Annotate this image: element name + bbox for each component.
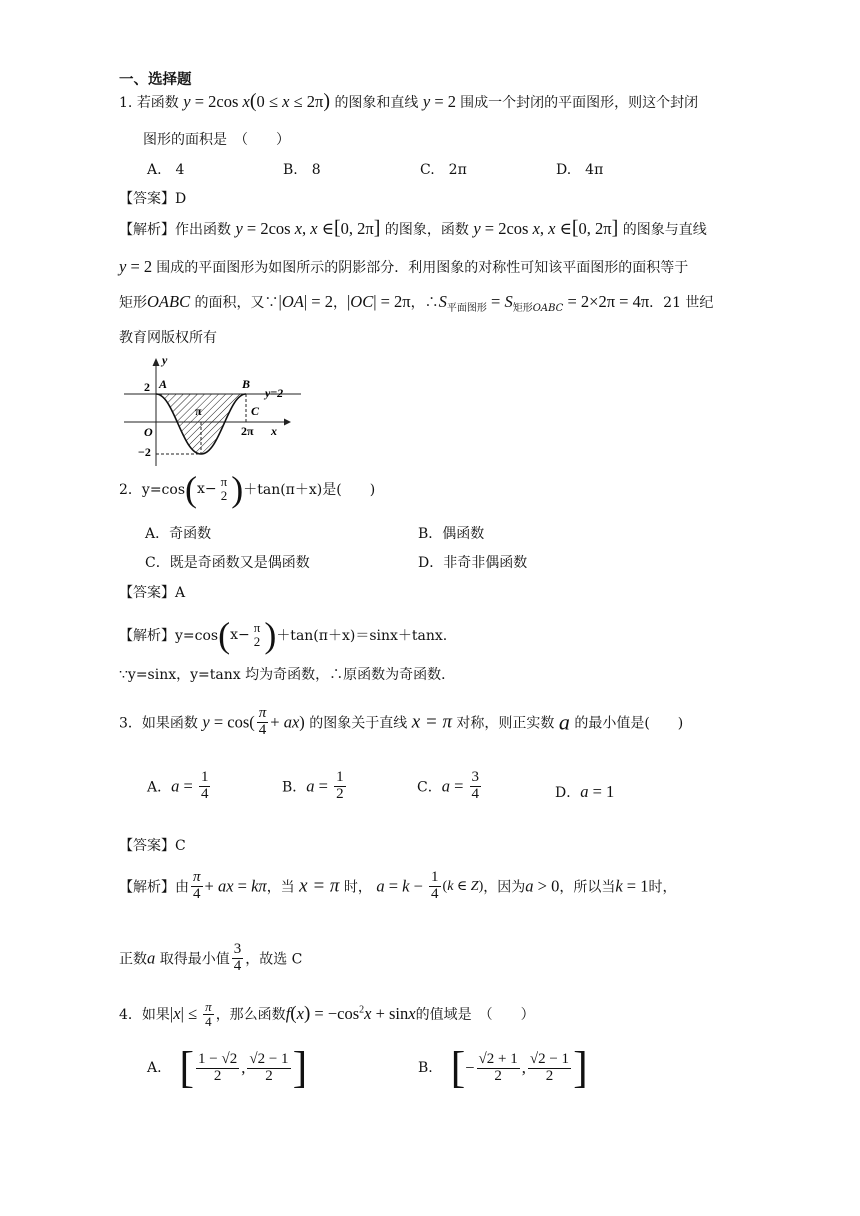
q4-option-a: A. [ $\frac{1 - √2}{2}$ , $\frac{√2 - 1}{2}$ ]: [147, 1043, 308, 1092]
q1-analysis-line1: 【解析】作出函数 y = 2cos x, x ∈[0, 2π] 的图象，函数 y = 2cos x, x ∈[0, 2π] 的图象与直线: [119, 217, 707, 239]
q1-analysis-line3: 矩形OABC 的面积，又∵|OA| = 2，|OC| = 2π，$\therefore S_{平面图形} = S_{矩形OABC} = 2\times 2\pi = 4\pi$．21 世纪: [119, 292, 714, 314]
section-title: 一、选择题: [119, 71, 192, 88]
graph-label-x: x: [271, 424, 277, 438]
q4-stem: 4．如果|x| ≤ $\frac{\pi}{4}$ ，那么函数$f(x) = -\cos^2x + \sin x$的值域是 （ ）: [119, 999, 535, 1029]
q2-analysis-line1: 【解析】y=cos(x− π 2 )＋tan(π＋x)＝sinx＋tanx.: [119, 615, 448, 655]
graph-label-A: A: [159, 377, 168, 391]
q3-analysis-line2: 正数a 取得最小值 $\frac{3}{4}$ ，故选 C: [119, 941, 303, 974]
q1-analysis-line4: 教育网版权所有: [119, 330, 217, 346]
q3-option-b: B．a = $\frac{1}{2}$: [282, 769, 344, 802]
q1-analysis-line2: y = 2 围成的平面图形为如图所示的阴影部分．利用图象的对称性可知该平面图形的面积等于: [119, 257, 689, 276]
graph-label-neg2: −2: [138, 445, 151, 459]
graph-label-y2: y=2: [265, 386, 284, 400]
q2-analysis-line2: ∵y=sinx，y=tanx 均为奇函数，∴原函数为奇函数．: [119, 667, 456, 683]
q3-option-d: D．a = 1: [555, 782, 615, 801]
graph-label-O: O: [144, 425, 153, 439]
graph-label-pi: π: [195, 404, 202, 418]
q2-option-d: D．非奇非偶函数: [418, 555, 528, 571]
q1-answer: 【答案】D: [119, 191, 187, 207]
q2-stem: 2．y=cos(x− π 2 )＋tan(π＋x)是( ): [119, 469, 376, 509]
q1-option-d: D. 4π: [556, 162, 604, 178]
q2-option-b: B．偶函数: [418, 526, 485, 542]
q3-answer: 【答案】C: [119, 838, 186, 854]
q3-analysis-line1: 【解析】由 $\frac{\pi}{4}$ + ax = kπ，当 x = π 时， a = k − $\frac{1}{4}$ (k ∈ Z)，因为a > 0，所以当k = 1时，: [119, 869, 677, 902]
q1-option-a: A. 4: [147, 162, 185, 178]
q3-stem: 3．如果函数 y = cos( $\frac{\pi}{4}$ + ax) 的图象关于直线 x = π 对称，则正实数 a 的最小值是( ): [119, 705, 684, 738]
graph-label-C: C: [251, 404, 260, 418]
q1-option-b: B. 8: [283, 162, 321, 178]
q4-option-b: B. [− $\frac{√2 + 1}{2}$ , $\frac{√2 - 1}{2}$ ]: [418, 1043, 588, 1092]
q2-answer: 【答案】A: [119, 585, 186, 601]
graph-label-B: B: [242, 377, 251, 391]
q1-stem-line1: 1. 若函数 y = 2cos x(0 ≤ x ≤ 2π) 的图象和直线 y = 2 围成一个封闭的平面图形，则这个封闭: [119, 90, 699, 112]
q1-stem-line2: 图形的面积是 （ ）: [143, 132, 290, 148]
graph-label-2pi: 2π: [241, 424, 254, 438]
q3-option-a: A．a = $\frac{1}{4}$: [147, 769, 209, 802]
q1-option-c: C. 2π: [420, 162, 467, 178]
q3-option-c: C．a = $\frac{3}{4}$: [417, 769, 480, 802]
q2-option-a: A．奇函数: [145, 526, 212, 542]
q2-option-c: C．既是奇函数又是偶函数: [145, 555, 310, 571]
q1-cosine-graph: [119, 352, 309, 468]
graph-label-2: 2: [144, 380, 150, 394]
graph-label-y: y: [162, 353, 168, 367]
